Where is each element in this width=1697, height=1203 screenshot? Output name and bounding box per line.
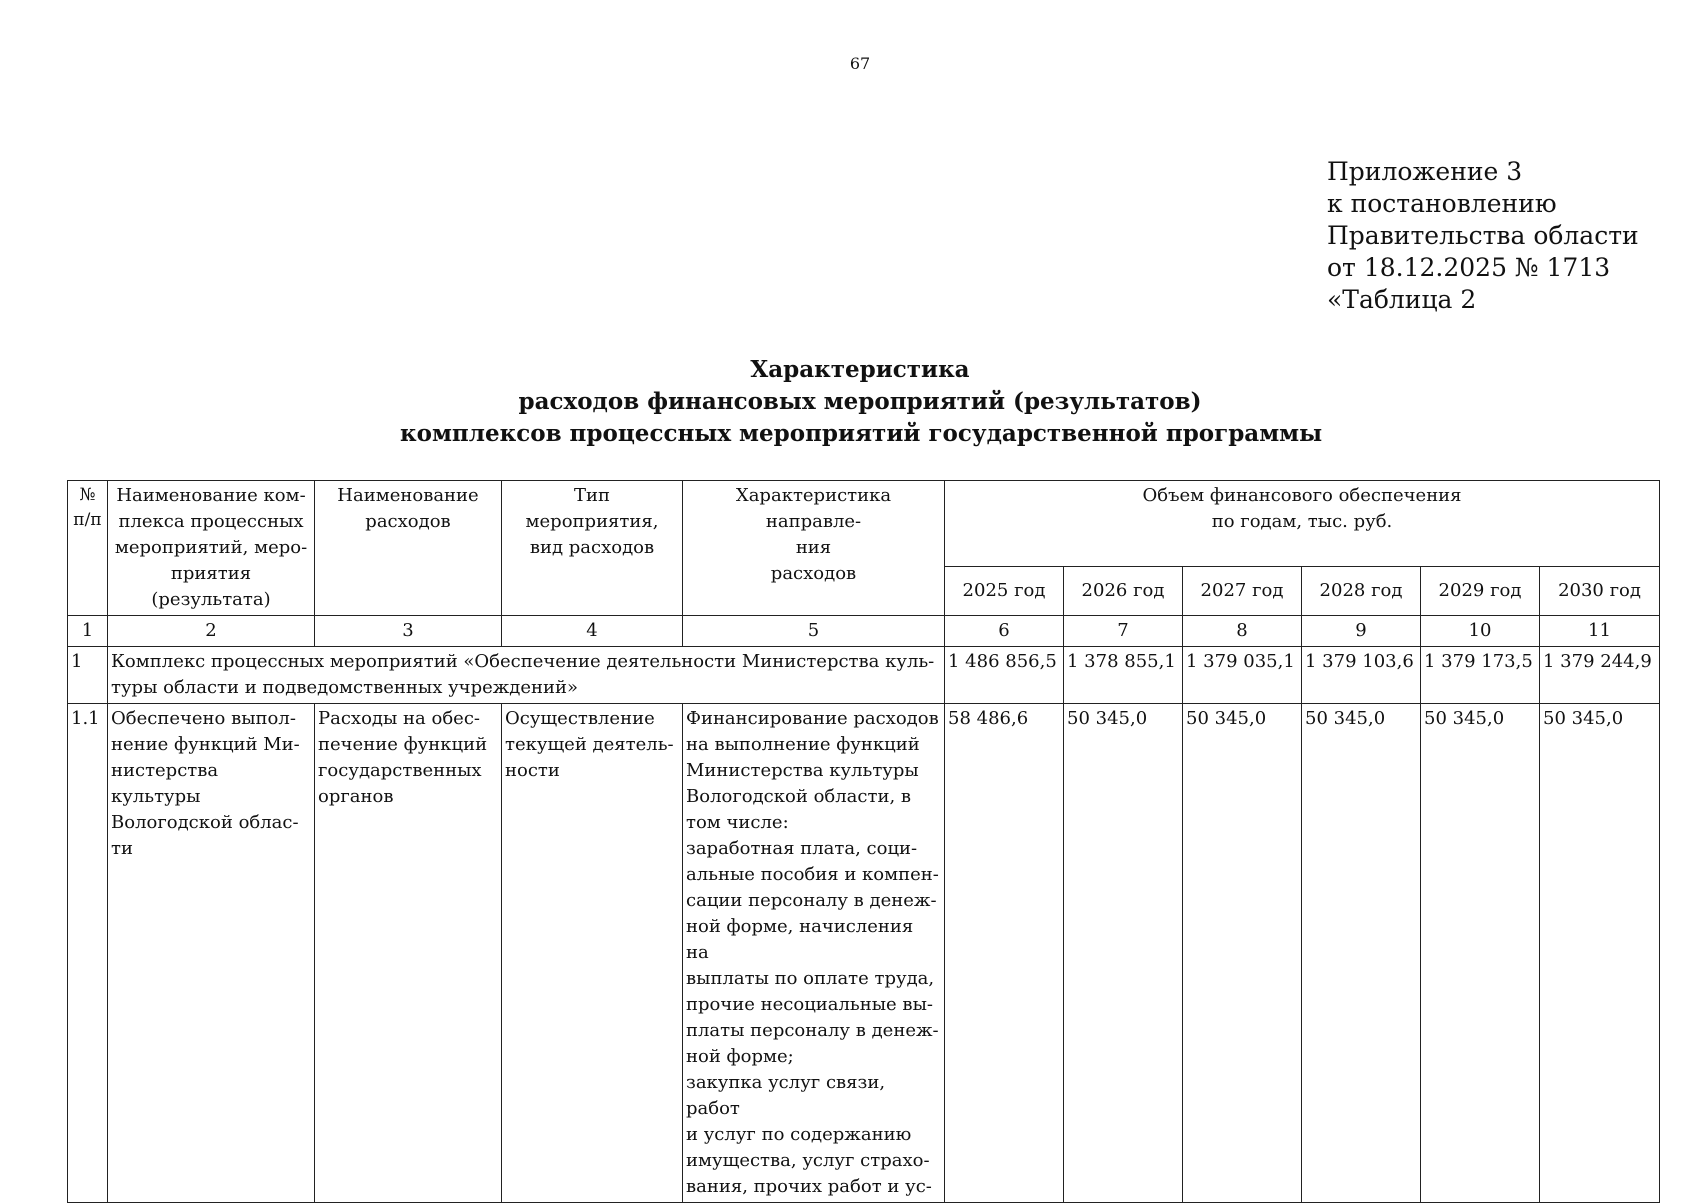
column-number: 2 xyxy=(108,616,315,647)
column-number: 4 xyxy=(502,616,683,647)
value-2026: 1 378 855,1 xyxy=(1064,647,1183,704)
value-2025: 1 486 856,5 xyxy=(945,647,1064,704)
value-2025: 58 486,6 xyxy=(945,704,1064,1203)
column-number: 1 xyxy=(68,616,108,647)
item-name: Обеспечено выпол- нение функций Ми- нистерства культуры Вологодской облас- ти xyxy=(108,704,315,1203)
appendix-block xyxy=(1327,156,1639,316)
value-2027: 50 345,0 xyxy=(1183,704,1302,1203)
row-number: 1 xyxy=(68,647,108,704)
column-numbers-row xyxy=(68,616,1660,647)
item-characteristic: Финансирование расходов на выполнение функций Министерства культуры Вологодской области, в том числе: заработная плата, соци- альные пособия и компен- сации персоналу в денеж- ной форме, начисления на выплаты по оплате труда, прочие несоциальные вы- платы персоналу в денеж- ной форме; закупка услуг связи, работ и услуг по содержанию имущества, услуг страхо- вания, прочих работ и ус- xyxy=(683,704,945,1203)
expenses-table xyxy=(67,480,1660,1203)
table-row-item xyxy=(68,704,1660,1203)
complex-name: Комплекс процессных мероприятий «Обеспечение деятельности Министерства куль- туры области и подведомственных учреждений» xyxy=(108,647,945,704)
header-type: Тип мероприятия, вид расходов xyxy=(502,481,683,616)
column-number: 8 xyxy=(1183,616,1302,647)
column-number: 10 xyxy=(1421,616,1540,647)
header-characteristic: Характеристика направле- ния расходов xyxy=(683,481,945,616)
value-2029: 50 345,0 xyxy=(1421,704,1540,1203)
column-number: 6 xyxy=(945,616,1064,647)
appendix-line: «Таблица 2 xyxy=(1327,285,1477,314)
header-complex-name: Наименование ком- плекса процессных мероприятий, меро- приятия (результата) xyxy=(108,481,315,616)
appendix-line: Правительства области xyxy=(1327,221,1639,250)
header-year: 2025 год xyxy=(945,567,1064,616)
header-year: 2028 год xyxy=(1302,567,1421,616)
value-2030: 50 345,0 xyxy=(1540,704,1660,1203)
column-number: 9 xyxy=(1302,616,1421,647)
value-2028: 1 379 103,6 xyxy=(1302,647,1421,704)
column-number: 7 xyxy=(1064,616,1183,647)
item-type: Осуществление текущей деятель- ности xyxy=(502,704,683,1203)
column-number: 3 xyxy=(315,616,502,647)
appendix-line: к постановлению xyxy=(1327,189,1557,218)
header-expense-name: Наименование расходов xyxy=(315,481,502,616)
header-year: 2027 год xyxy=(1183,567,1302,616)
document-title xyxy=(400,354,1323,450)
header-num: № п/п xyxy=(68,481,108,616)
appendix-line: Приложение 3 xyxy=(1327,157,1523,186)
header-year: 2029 год xyxy=(1421,567,1540,616)
header-volume: Объем финансового обеспечения по годам, тыс. руб. xyxy=(945,481,1660,567)
value-2028: 50 345,0 xyxy=(1302,704,1421,1203)
table-row-complex xyxy=(68,647,1660,704)
title-line: расходов финансовых мероприятий (результатов) xyxy=(518,388,1202,415)
title-line: комплексов процессных мероприятий государственной программы xyxy=(400,420,1323,447)
value-2027: 1 379 035,1 xyxy=(1183,647,1302,704)
column-number: 11 xyxy=(1540,616,1660,647)
appendix-line: от 18.12.2025 № 1713 xyxy=(1327,253,1611,282)
row-number: 1.1 xyxy=(68,704,108,1203)
title-line: Характеристика xyxy=(750,356,970,383)
column-number: 5 xyxy=(683,616,945,647)
value-2029: 1 379 173,5 xyxy=(1421,647,1540,704)
item-expense: Расходы на обес- печение функций государственных органов xyxy=(315,704,502,1203)
value-2026: 50 345,0 xyxy=(1064,704,1183,1203)
value-2030: 1 379 244,9 xyxy=(1540,647,1660,704)
header-year: 2026 год xyxy=(1064,567,1183,616)
page-number: 67 xyxy=(849,54,871,73)
header-year: 2030 год xyxy=(1540,567,1660,616)
